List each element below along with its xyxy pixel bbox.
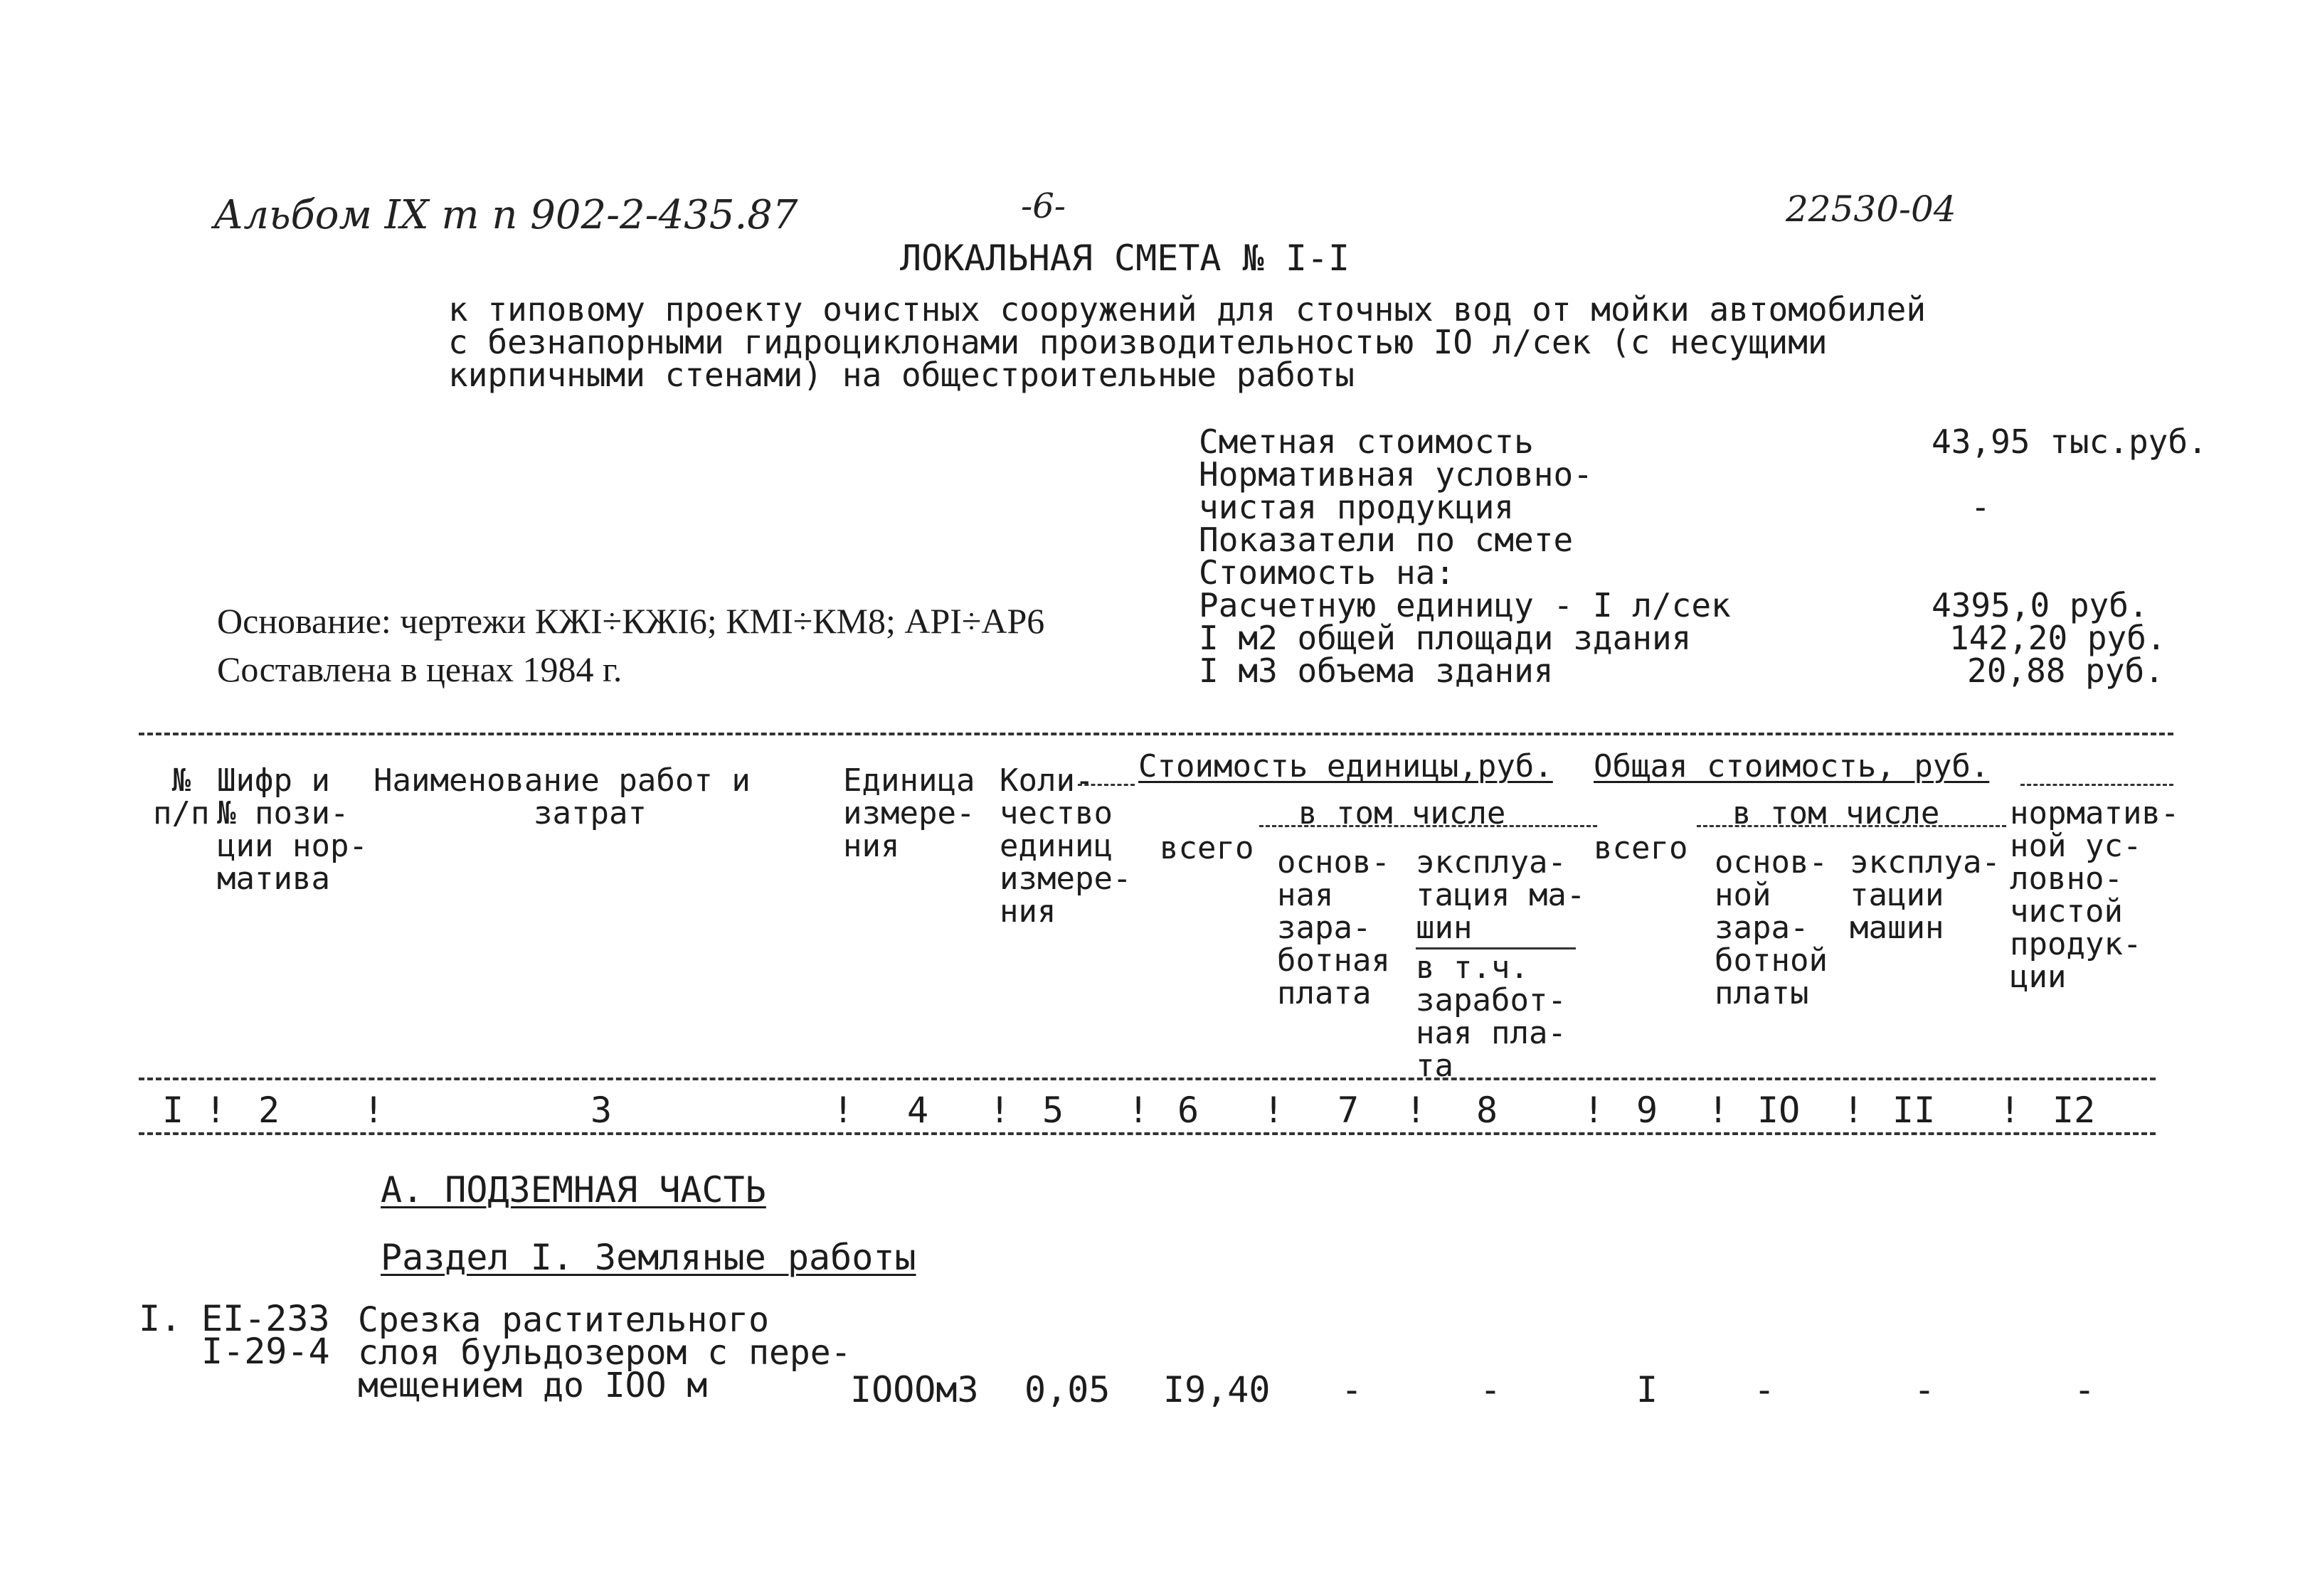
summary-label-estimated-cost: Сметная стоимость [1199, 422, 1534, 461]
header-col-total-machine: эксплуа- тации машин [1850, 844, 2001, 946]
row-unit-total: I9,40 [1163, 1369, 1271, 1410]
header-incl-unit-rule [1259, 825, 1597, 827]
prices-year: Составлена в ценах 1984 г. [217, 649, 622, 689]
row-code-1: EI-233 [201, 1298, 330, 1339]
summary-label-per-m3: I м3 объема здания [1199, 651, 1554, 690]
colnum-separator: ! [205, 1090, 227, 1131]
row-net-product: - [2074, 1369, 2096, 1410]
page-number: -6- [1021, 186, 1066, 226]
subtitle-line-3: кирпичными стенами) на общестроительные работы [448, 356, 1355, 394]
colnum-9: 9 [1636, 1090, 1658, 1131]
summary-value-per-unit: 4395,0 руб. [1932, 586, 2149, 624]
header-col-unit-total: всего [1160, 830, 1254, 866]
header-col-total: всего [1594, 830, 1688, 866]
header-col-unit-wage: основ- ная зара- ботная плата [1277, 844, 1390, 1011]
colnum-10: IO [1757, 1090, 1801, 1131]
summary-label-cost-on: Стоимость на: [1199, 553, 1456, 592]
basis-drawings: Основание: чертежи КЖI÷КЖI6; КМI÷КМ8; АРI÷АР6 [217, 601, 1045, 641]
summary-label-net-product-1: Нормативная условно- [1199, 455, 1593, 494]
header-total-cost: Общая стоимость, руб. [1594, 748, 1990, 784]
colnum-separator: ! [1583, 1090, 1605, 1131]
header-col-unit-machine: эксплуа- тация ма- шин [1416, 844, 1586, 946]
row-total: I [1636, 1369, 1658, 1410]
header-col-unit-machine-wage: в т.ч. заработ- ная пла- та [1416, 949, 1567, 1084]
header-incl-unit: в том числе [1298, 795, 1506, 831]
colnum-8: 8 [1476, 1090, 1498, 1131]
header-bottom-rule [139, 1078, 2156, 1080]
row-total-wage: - [1754, 1369, 1776, 1410]
header-total-cost-tail [2020, 784, 2173, 786]
colnum-12: I2 [2052, 1090, 2096, 1131]
colnum-2: 2 [258, 1090, 280, 1131]
summary-label-per-m2: I м2 общей площади здания [1199, 619, 1692, 657]
header-incl-total: в том числе [1732, 795, 1940, 831]
colnum-separator: ! [1843, 1090, 1865, 1131]
colnum-11: II [1892, 1090, 1936, 1131]
colnum-bottom-rule [139, 1132, 2156, 1135]
document-code: 22530-04 [1786, 188, 1956, 230]
summary-label-indicators: Показатели по смете [1199, 521, 1574, 559]
colnum-4: 4 [907, 1090, 929, 1131]
summary-value-net-product: - [1971, 488, 1991, 526]
summary-value-per-m3: 20,88 руб. [1967, 651, 2164, 690]
row-code-2: I-29-4 [201, 1331, 330, 1372]
header-unit-cost: Стоимость единицы,руб. [1138, 748, 1553, 784]
header-col-unit: Единица измере- ния [843, 762, 975, 864]
colnum-separator: ! [1128, 1090, 1150, 1131]
row-quantity: 0,05 [1024, 1369, 1111, 1410]
colnum-separator: ! [1707, 1090, 1729, 1131]
table-top-rule [139, 733, 2173, 735]
row-unit: IOOOм3 [850, 1369, 979, 1410]
header-col-number: № п/п [153, 762, 210, 831]
header-col-name-2: затрат [534, 795, 647, 831]
colnum-separator: ! [832, 1090, 854, 1131]
colnum-1: I [162, 1090, 184, 1131]
colnum-separator: ! [1263, 1090, 1285, 1131]
section-heading: Раздел I. Земляные работы [381, 1237, 916, 1278]
colnum-5: 5 [1042, 1090, 1064, 1131]
row-unit-machine: - [1480, 1369, 1502, 1410]
page-title: ЛОКАЛЬНАЯ СМЕТА № I-I [900, 238, 1350, 279]
summary-value-per-m2: 142,20 руб. [1949, 619, 2166, 657]
summary-value-estimated-cost: 43,95 тыс.руб. [1932, 422, 2208, 461]
header-col-code: Шифр и № пози- ции нор- матива [217, 762, 368, 897]
row-unit-wage: - [1341, 1369, 1363, 1410]
colnum-7: 7 [1337, 1090, 1360, 1131]
row-number: I. [139, 1298, 182, 1339]
colnum-separator: ! [1405, 1090, 1427, 1131]
summary-label-net-product-2: чистая продукция [1199, 488, 1515, 526]
subtitle-line-2: с безнапорными гидроциклонами производительностью IO л/сек (с несущими [448, 323, 1828, 361]
header-col-total-wage: основ- ной зара- ботной платы [1715, 844, 1828, 1011]
header-col-net-product: норматив- ной ус- ловно- чистой продук- ции [2010, 795, 2180, 995]
summary-label-per-unit: Расчетную единицу - I л/сек [1199, 586, 1731, 624]
album-reference: Альбом IX т п 902-2-435.87 [213, 192, 798, 238]
colnum-separator: ! [989, 1090, 1011, 1131]
subtitle-line-1: к типовому проекту очистных сооружений для сточных вод от мойки автомобилей [448, 290, 1927, 329]
header-col-name-1: Наименование работ и [373, 762, 751, 799]
colnum-3: 3 [590, 1090, 613, 1131]
colnum-separator: ! [363, 1090, 385, 1131]
row-work-name: Срезка растительного слоя бульдозером с пере- мещением до IOO м [358, 1300, 852, 1405]
row-total-machine: - [1914, 1369, 1936, 1410]
header-unit-cost-lead [1078, 784, 1135, 786]
part-heading: А. ПОДЗЕМНАЯ ЧАСТЬ [381, 1169, 766, 1211]
colnum-separator: ! [1999, 1090, 2021, 1131]
colnum-6: 6 [1177, 1090, 1199, 1131]
header-col-quantity: Коли- чество единиц измере- ния [1000, 762, 1132, 930]
header-incl-total-rule [1697, 825, 2006, 827]
